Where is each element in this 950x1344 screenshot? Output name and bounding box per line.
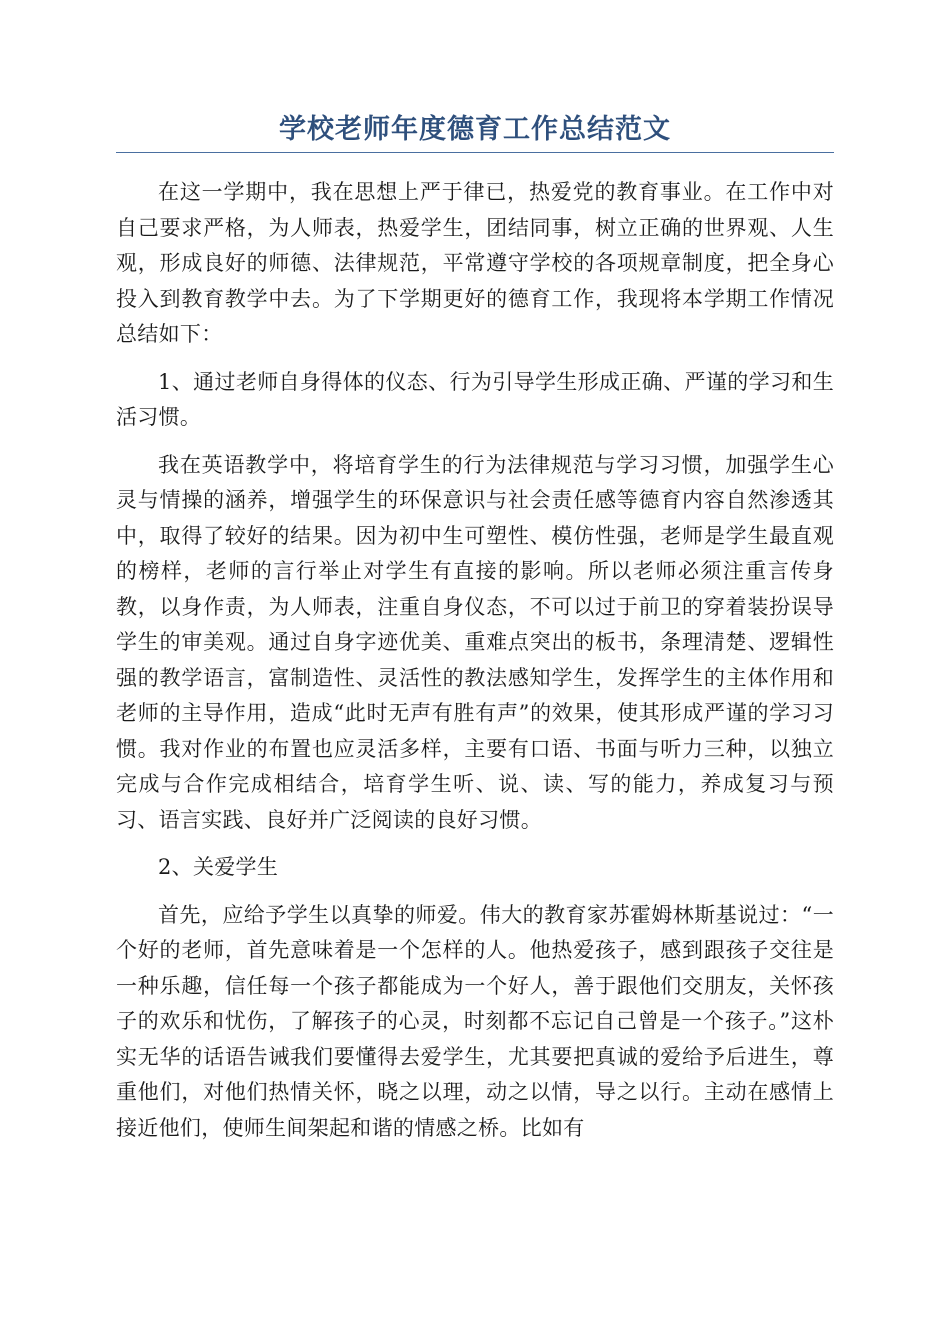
section-2-body: 首先，应给予学生以真挚的师爱。伟大的教育家苏霍姆林斯基说过：“一个好的老师，首先意味着是一个怎样的人。他热爱孩子，感到跟孩子交往是一种乐趣，信任每一个孩子都能成为一个好人，善于跟他们交朋友，关怀孩子的欢乐和忧伤，了解孩子的心灵，时刻都不忘记自己曾是一个孩子。”这朴实无华的话语告诫我们要懂得去爱学生，尤其要把真诚的爱给予后进生，尊重他们，对他们热情关怀，晓之以理，动之以情，导之以行。主动在感情上接近他们，使师生间架起和谐的情感之桥。比如有 <box>116 902 834 1140</box>
section-1-heading: 1、通过老师自身得体的仪态、行为引导学生形成正确、严谨的学习和生活习惯。 <box>116 369 834 429</box>
intro-paragraph: 在这一学期中，我在思想上严于律已，热爱党的教育事业。在工作中对自己要求严格，为人师表，热爱学生，团结同事，树立正确的世界观、人生观，形成良好的师德、法律规范，平常遵守学校的各项规章制度，把全身心投入到教育教学中去。为了下学期更好的德育工作，我现将本学期工作情况总结如下： <box>116 180 834 346</box>
title-underline <box>116 152 834 153</box>
section-1-body: 我在英语教学中，将培育学生的行为法律规范与学习习惯，加强学生心灵与情操的涵养，增强学生的环保意识与社会责任感等德育内容自然渗透其中，取得了较好的结果。因为初中生可塑性、模仿性强，老师是学生最直观的榜样，老师的言行举止对学生有直接的影响。所以老师必须注重言传身教，以身作责，为人师表，注重自身仪态，不可以过于前卫的穿着装扮误导学生的审美观。通过自身字迹优美、重难点突出的板书，条理清楚、逻辑性强的教学语言，富制造性、灵活性的教法感知学生，发挥学生的主体作用和老师的主导作用，造成“此时无声有胜有声”的效果，使其形成严谨的学习习惯。我对作业的布置也应灵活多样，主要有口语、书面与听力三种，以独立完成与合作完成相结合，培育学生听、说、读、写的能力，养成复习与预习、语言实践、良好并广泛阅读的良好习惯。 <box>116 452 834 832</box>
section-2-heading: 2、关爱学生 <box>158 855 279 879</box>
document-page <box>116 110 834 1158</box>
document-title: 学校老师年度德育工作总结范文 <box>279 114 671 145</box>
